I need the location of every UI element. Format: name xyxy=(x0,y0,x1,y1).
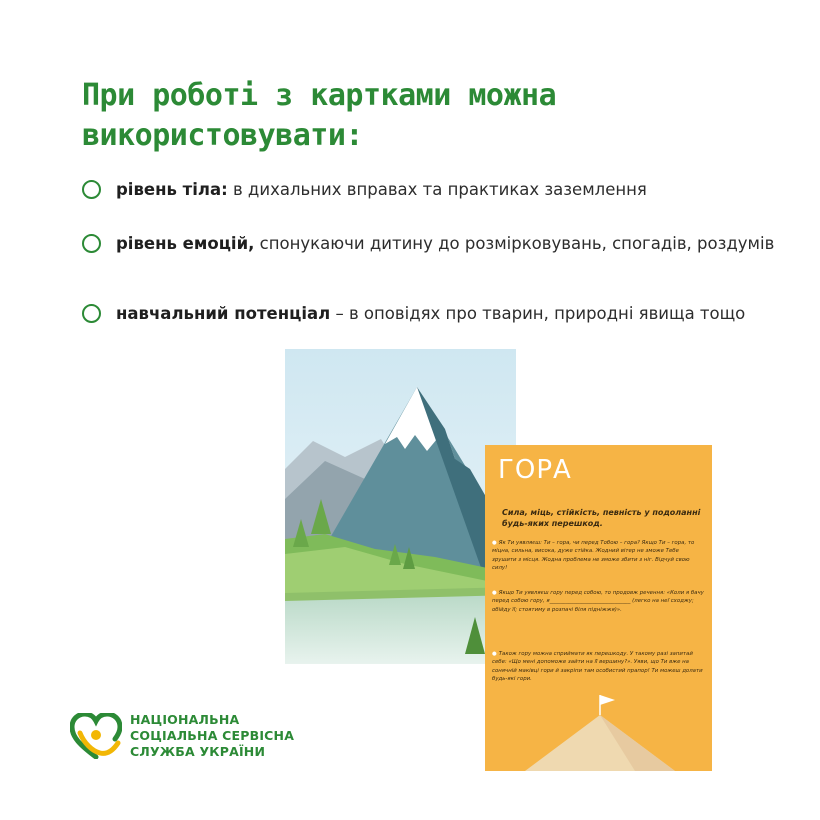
mountain-flag-icon xyxy=(525,695,675,771)
list-item-bold: рівень емоцій, xyxy=(116,234,255,253)
bullet-dot-icon: ● xyxy=(492,540,497,546)
list-item-body-level xyxy=(82,178,647,202)
card-subtitle: Сила, міць, стійкість, певність у подоланні будь-яких перешкод. xyxy=(502,508,701,528)
mountain-illustration-card xyxy=(285,349,516,664)
card-paragraph-text: Якщо Ти уявляєш гору перед собою, то продовж речення: «Коли я бачу перед собою гору, я______________________________ (легко на неї сходжу; обійду її; стоятиму в розпачі біля підніжжя)». xyxy=(492,590,704,613)
organization-name xyxy=(130,712,294,760)
card-paragraph-text: Як Ти уявляєш: Ти – гора, чи перед Тобою – гора? Якщо Ти – гора, то міцна, сильна, висока, дуже стійка. Жодний вітер не зможе Тебе зрушити з місця. Жодна проблема не зможе збити з ніг. Відчуй свою силу! xyxy=(492,540,695,572)
bullet-dot-icon: ● xyxy=(492,651,497,657)
card-paragraph xyxy=(492,650,704,684)
circle-outline-icon xyxy=(82,180,101,199)
list-item-learning-potential xyxy=(82,302,745,326)
card-paragraph xyxy=(492,539,704,573)
list-item-bold: навчальний потенціал xyxy=(116,304,331,323)
bullet-dot-icon: ● xyxy=(492,590,497,596)
list-item-text: – в оповідях про тварин, природні явища тощо xyxy=(330,304,746,323)
card-paragraph xyxy=(492,589,704,614)
circle-outline-icon xyxy=(82,304,101,323)
list-item-text: в дихальних вправах та практиках заземлення xyxy=(227,180,647,199)
mountain-info-card xyxy=(485,445,712,771)
card-paragraph-text: Також гору можна сприймати як перешкоду. У такому разі запитай себе: «Що мені допоможе зайти на її вершину?». Уяви, що Ти вже на сонячній маківці гори й закріпи там особистий прапор! Ти можеш долати будь-які гори. xyxy=(492,651,703,683)
circle-outline-icon xyxy=(82,234,101,253)
org-line: НАЦІОНАЛЬНА xyxy=(130,712,240,727)
list-item-emotion-level xyxy=(82,232,774,256)
list-item-bold: рівень тіла: xyxy=(116,180,228,199)
org-line: СОЦІАЛЬНА СЕРВІСНА xyxy=(130,728,295,743)
page-title: При роботі з картками можна використовувати: xyxy=(82,78,557,153)
list-item-text: спонукаючи дитину до розмірковувань, спогадів, роздумів xyxy=(254,234,775,253)
card-title: ГОРА xyxy=(498,455,572,485)
heart-hands-logo-icon xyxy=(70,713,122,759)
org-line: СЛУЖБА УКРАЇНИ xyxy=(130,744,266,759)
